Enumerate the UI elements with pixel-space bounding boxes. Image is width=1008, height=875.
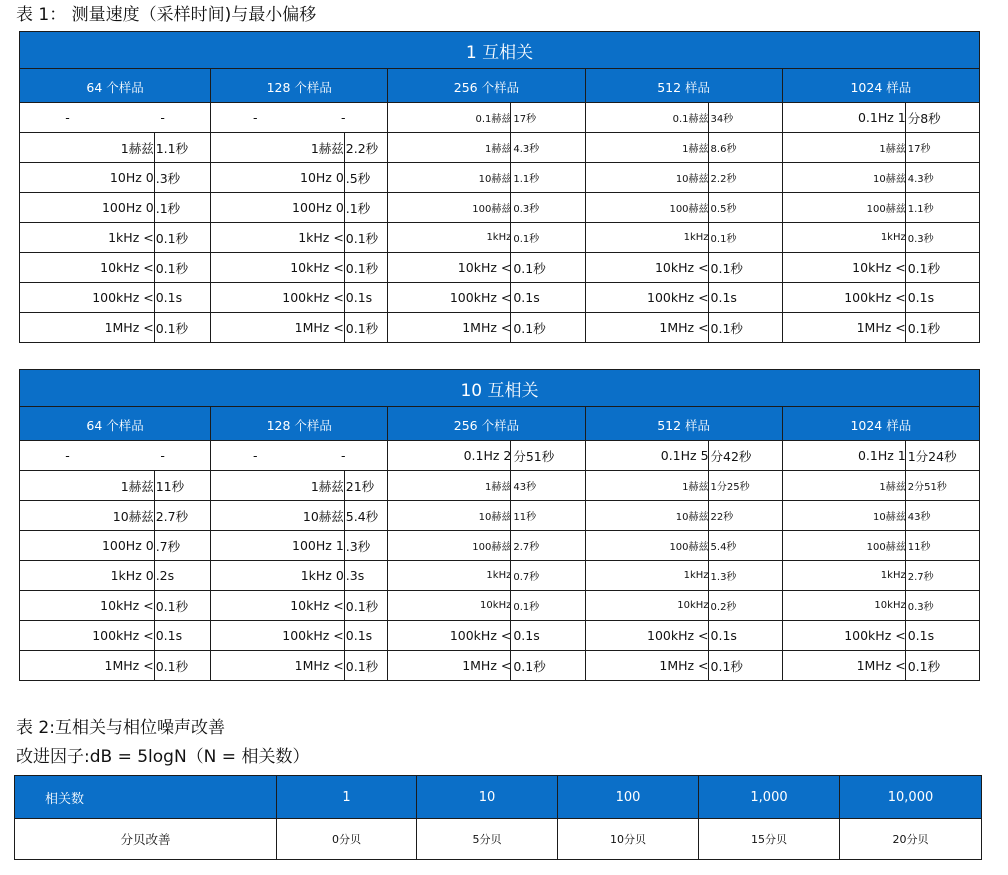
frequency-label: 1赫兹 (682, 144, 709, 155)
table-cell (20, 531, 211, 561)
table-cell (782, 283, 979, 313)
frequency-label: 100kHz < (92, 290, 154, 305)
frequency-label: 1赫兹 (879, 482, 906, 493)
table-cell (20, 621, 211, 651)
time-value: 0.3秒 (513, 204, 540, 215)
table-cell (585, 561, 782, 591)
time-value: - (160, 110, 165, 125)
table-cell (585, 133, 782, 163)
frequency-label: 100kHz < (449, 290, 512, 305)
column-header-512: 512 样品 (585, 69, 782, 103)
table-row (20, 651, 980, 681)
frequency-label: 1kHz (486, 570, 512, 581)
table-cell (585, 591, 782, 621)
table-row (20, 471, 980, 501)
table-cell (585, 193, 782, 223)
table-cell (388, 471, 585, 501)
frequency-label: 10赫兹 (675, 174, 709, 185)
table-row (20, 193, 980, 223)
table-cell (388, 651, 585, 681)
table-cell (782, 253, 979, 283)
cross-correlation-10-table (19, 369, 980, 681)
table-cell (211, 591, 388, 621)
time-value: 1.3秒 (710, 572, 737, 583)
time-value: 分42秒 (710, 448, 752, 464)
frequency-label: 100kHz < (92, 628, 154, 643)
frequency-label: 1MHz < (294, 658, 344, 673)
time-value: 0.1秒 (513, 658, 546, 674)
table-cell (585, 163, 782, 193)
header-correlations: 相关数 (15, 776, 277, 819)
frequency-label: 100赫兹 (866, 204, 906, 215)
frequency-label: 10赫兹 (675, 512, 709, 523)
frequency-label: 100kHz < (647, 628, 709, 643)
table-cell (585, 313, 782, 343)
time-value: 0.1秒 (345, 320, 379, 336)
frequency-label: 1赫兹 (484, 482, 512, 493)
frequency-label: 0.1赫兹 (672, 114, 709, 125)
time-value: 0.1s (907, 628, 935, 643)
frequency-label: 10kHz (480, 600, 512, 611)
table-cell (20, 651, 211, 681)
table-cell (20, 253, 211, 283)
frequency-label: 10kHz < (457, 260, 512, 275)
table-cell (20, 193, 211, 223)
header-value: 10 (417, 776, 558, 819)
time-value: 0.1秒 (155, 598, 189, 614)
frequency-label: 1MHz < (462, 658, 512, 673)
time-value: 0.1秒 (513, 234, 540, 245)
time-value: 0.1s (513, 290, 540, 305)
time-value: 0.3秒 (907, 234, 934, 245)
time-value: 11秒 (907, 542, 931, 553)
table-cell (20, 501, 211, 531)
row-label-db-improvement: 分贝改善 (15, 819, 277, 860)
time-value: 0.2秒 (710, 602, 737, 613)
time-value: 17秒 (513, 114, 537, 125)
time-value: 0.1秒 (907, 320, 941, 336)
table-cell (20, 591, 211, 621)
frequency-label: 100赫兹 (669, 204, 709, 215)
frequency-label: 100kHz < (449, 628, 512, 643)
table-cell (211, 283, 388, 313)
time-value: 0.1秒 (345, 658, 379, 674)
frequency-label: 10赫兹 (478, 512, 512, 523)
time-value: 0.1s (907, 290, 935, 305)
table-cell (782, 163, 979, 193)
table-row (20, 441, 980, 471)
frequency-label: 10赫兹 (872, 512, 906, 523)
table-cell (211, 501, 388, 531)
column-header-1024: 1024 样品 (782, 407, 979, 441)
table-row (20, 253, 980, 283)
time-value: 0.1秒 (710, 260, 743, 276)
frequency-label: 10kHz < (852, 260, 906, 275)
table2-caption: 表 2:互相关与相位噪声改善 (16, 718, 225, 738)
frequency-label: 100Hz 0 (292, 200, 344, 215)
time-value: 0.1秒 (513, 320, 546, 336)
time-value: 0.1s (513, 628, 540, 643)
time-value: .3秒 (345, 538, 371, 554)
time-value: 0.1秒 (155, 320, 189, 336)
column-header-1024: 1024 样品 (782, 69, 979, 103)
frequency-label: 0.1Hz 2 (463, 448, 512, 463)
time-value: 0.1秒 (155, 658, 189, 674)
frequency-label: 10Hz 0 (300, 170, 344, 185)
table-row (20, 313, 980, 343)
time-value: .7秒 (155, 538, 181, 554)
table-cell (211, 133, 388, 163)
table-cell (585, 103, 782, 133)
table-row (20, 103, 980, 133)
frequency-label: 1kHz 0 (300, 568, 344, 583)
frequency-label: 1赫兹 (120, 478, 154, 494)
table-cell (211, 561, 388, 591)
table-cell (211, 253, 388, 283)
time-value: 0.1秒 (513, 260, 546, 276)
table-cell (782, 471, 979, 501)
table-row (20, 223, 980, 253)
column-header-64: 64 个样品 (20, 69, 211, 103)
time-value: 4.3秒 (513, 144, 540, 155)
table-cell (782, 651, 979, 681)
db-value: 0分贝 (277, 819, 417, 860)
table-cell (211, 193, 388, 223)
frequency-label: 10kHz < (654, 260, 709, 275)
column-header-128: 128 个样品 (211, 69, 388, 103)
frequency-label: 1赫兹 (879, 144, 906, 155)
header-value: 100 (558, 776, 699, 819)
frequency-label: 100Hz 0 (101, 200, 154, 215)
frequency-label: 10kHz < (290, 260, 344, 275)
time-value: 43秒 (907, 512, 931, 523)
time-value: 0.1秒 (345, 230, 379, 246)
frequency-label: 1MHz < (104, 658, 154, 673)
column-header-256: 256 个样品 (388, 69, 585, 103)
table-row (20, 283, 980, 313)
table-cell (388, 591, 585, 621)
time-value: 43秒 (513, 482, 537, 493)
frequency-label: 1MHz < (104, 320, 154, 335)
frequency-label: 1MHz < (856, 658, 906, 673)
frequency-label: 1MHz < (856, 320, 906, 335)
time-value: - (341, 448, 346, 463)
time-value: 0.1秒 (155, 230, 189, 246)
time-value: 0.1秒 (513, 602, 540, 613)
frequency-label: 100kHz < (647, 290, 709, 305)
frequency-label: 10赫兹 (302, 508, 344, 524)
frequency-label: 1赫兹 (484, 144, 512, 155)
column-header-64: 64 个样品 (20, 407, 211, 441)
table-cell (211, 441, 388, 471)
frequency-label: - (65, 448, 70, 463)
time-value: 2.7秒 (155, 508, 189, 524)
time-value: 2.7秒 (907, 572, 934, 583)
frequency-label: 1kHz (683, 570, 709, 581)
time-value: 2分51秒 (907, 482, 947, 493)
table-cell (585, 223, 782, 253)
time-value: 0.1秒 (345, 598, 379, 614)
frequency-label: 1赫兹 (120, 140, 154, 156)
frequency-label: 1MHz < (462, 320, 512, 335)
table-cell (388, 621, 585, 651)
column-header-256: 256 个样品 (388, 407, 585, 441)
time-value: .1秒 (345, 200, 371, 216)
time-value: 0.1秒 (710, 658, 743, 674)
table-cell (211, 313, 388, 343)
frequency-label: 1赫兹 (310, 140, 344, 156)
time-value: 分51秒 (513, 448, 555, 464)
frequency-label: 0.1Hz 1 (857, 448, 906, 463)
time-value: 0.1秒 (155, 260, 189, 276)
frequency-label: 100kHz < (282, 290, 344, 305)
phase-noise-improvement-table (14, 775, 982, 860)
frequency-label: 10赫兹 (112, 508, 154, 524)
frequency-label: 1MHz < (659, 658, 709, 673)
frequency-label: 10kHz < (100, 598, 154, 613)
time-value: 0.1s (710, 628, 737, 643)
time-value: 0.1s (345, 628, 373, 643)
db-value: 10分贝 (558, 819, 699, 860)
frequency-label: - (65, 110, 70, 125)
db-value: 5分贝 (417, 819, 558, 860)
table-cell (211, 651, 388, 681)
db-value: 20分贝 (840, 819, 982, 860)
frequency-label: 10赫兹 (873, 174, 906, 185)
table-cell (20, 163, 211, 193)
table-cell (211, 223, 388, 253)
section-title: 10 互相关 (20, 370, 980, 407)
frequency-label: 0.1Hz 5 (660, 448, 709, 463)
frequency-label: 10kHz (874, 600, 906, 611)
time-value: 11秒 (513, 512, 537, 523)
table-cell (782, 103, 979, 133)
time-value: .5秒 (345, 170, 371, 186)
table-cell (388, 441, 585, 471)
table-cell (585, 253, 782, 283)
table-cell (20, 103, 211, 133)
table-cell (388, 561, 585, 591)
frequency-label: 100kHz < (282, 628, 344, 643)
frequency-label: 1kHz (880, 232, 906, 243)
table-cell (20, 223, 211, 253)
time-value: - (160, 448, 165, 463)
table-cell (388, 223, 585, 253)
table-cell (211, 531, 388, 561)
table-cell (782, 193, 979, 223)
header-value: 1 (277, 776, 417, 819)
header-value: 10,000 (840, 776, 982, 819)
time-value: 2.2秒 (345, 140, 379, 156)
time-value: .2s (155, 568, 175, 583)
table-cell (782, 223, 979, 253)
table-cell (388, 193, 585, 223)
time-value: .3秒 (155, 170, 181, 186)
time-value: 0.5秒 (710, 204, 737, 215)
table-cell (782, 561, 979, 591)
time-value: 1.1秒 (155, 140, 189, 156)
table-cell (388, 501, 585, 531)
time-value: 0.3秒 (907, 602, 934, 613)
frequency-label: 0.1赫兹 (475, 114, 512, 125)
frequency-label: 1赫兹 (682, 482, 709, 493)
frequency-label: 1赫兹 (310, 478, 344, 494)
table-cell (211, 471, 388, 501)
table-cell (585, 651, 782, 681)
time-value: 分8秒 (907, 110, 941, 126)
section-title: 1 互相关 (20, 32, 980, 69)
table-cell (585, 441, 782, 471)
time-value: 0.1秒 (710, 320, 743, 336)
frequency-label: 100Hz 1 (292, 538, 344, 553)
table-row (20, 621, 980, 651)
table-cell (20, 313, 211, 343)
frequency-label: 10赫兹 (478, 174, 512, 185)
frequency-label: 1kHz (486, 232, 512, 243)
frequency-label: 1kHz 0 (110, 568, 154, 583)
table-cell (211, 621, 388, 651)
table2-subcaption: 改进因子:dB = 5logN（N = 相关数） (16, 747, 310, 767)
time-value: .3s (345, 568, 365, 583)
frequency-label: - (252, 110, 258, 125)
table-cell (585, 531, 782, 561)
time-value: - (341, 110, 346, 125)
time-value: 0.1秒 (345, 260, 379, 276)
table-cell (585, 621, 782, 651)
table-cell (211, 103, 388, 133)
time-value: 1分24秒 (907, 448, 957, 464)
column-header-512: 512 样品 (585, 407, 782, 441)
frequency-label: 10kHz (677, 600, 709, 611)
column-header-128: 128 个样品 (211, 407, 388, 441)
table-cell (585, 283, 782, 313)
table-cell (20, 471, 211, 501)
db-value: 15分贝 (699, 819, 840, 860)
time-value: 0.1秒 (710, 234, 737, 245)
frequency-label: 1kHz < (108, 230, 154, 245)
cross-correlation-1-table (19, 31, 980, 343)
time-value: 1.1秒 (907, 204, 934, 215)
time-value: 1分25秒 (710, 482, 750, 493)
time-value: 8.6秒 (710, 144, 737, 155)
frequency-label: 100赫兹 (472, 204, 512, 215)
table-cell (782, 133, 979, 163)
time-value: 5.4秒 (710, 542, 737, 553)
table-cell (20, 561, 211, 591)
frequency-label: 100kHz < (844, 628, 906, 643)
time-value: 0.1秒 (907, 260, 941, 276)
table1-caption: 表 1： 测量速度（采样时间)与最小偏移 (16, 5, 317, 25)
time-value: 17秒 (907, 144, 931, 155)
table-cell (782, 621, 979, 651)
table-cell (388, 253, 585, 283)
table-cell (388, 531, 585, 561)
time-value: 2.2秒 (710, 174, 737, 185)
frequency-label: 1MHz < (294, 320, 344, 335)
frequency-label: 100赫兹 (669, 542, 709, 553)
frequency-label: 100赫兹 (866, 542, 906, 553)
table-cell (782, 313, 979, 343)
frequency-label: 1kHz (880, 570, 906, 581)
time-value: 11秒 (155, 478, 185, 494)
table-cell (20, 133, 211, 163)
time-value: 0.1s (155, 290, 183, 305)
time-value: 0.1s (710, 290, 737, 305)
header-value: 1,000 (699, 776, 840, 819)
frequency-label: 1kHz < (298, 230, 344, 245)
frequency-label: 10kHz < (100, 260, 154, 275)
table-cell (388, 283, 585, 313)
table-row (20, 163, 980, 193)
table-cell (20, 441, 211, 471)
time-value: .1秒 (155, 200, 181, 216)
table-cell (20, 283, 211, 313)
time-value: 34秒 (710, 114, 734, 125)
frequency-label: 10Hz 0 (109, 170, 154, 185)
time-value: 5.4秒 (345, 508, 379, 524)
frequency-label: 10kHz < (290, 598, 344, 613)
time-value: 21秒 (345, 478, 375, 494)
table-cell (388, 163, 585, 193)
frequency-label: 1kHz (683, 232, 709, 243)
time-value: 1.1秒 (513, 174, 540, 185)
table-row (20, 531, 980, 561)
time-value: 0.1s (155, 628, 183, 643)
frequency-label: 100赫兹 (472, 542, 512, 553)
table-cell (388, 103, 585, 133)
table-cell (585, 501, 782, 531)
time-value: 0.7秒 (513, 572, 540, 583)
time-value: 2.7秒 (513, 542, 540, 553)
frequency-label: 1MHz < (659, 320, 709, 335)
table-cell (782, 591, 979, 621)
frequency-label: 100Hz 0 (101, 538, 154, 553)
table-cell (388, 313, 585, 343)
table-cell (782, 441, 979, 471)
table-cell (585, 471, 782, 501)
table-cell (782, 501, 979, 531)
table-row (20, 501, 980, 531)
table-cell (782, 531, 979, 561)
frequency-label: 0.1Hz 1 (857, 110, 906, 125)
time-value: 4.3秒 (907, 174, 934, 185)
table-cell (388, 133, 585, 163)
time-value: 22秒 (710, 512, 734, 523)
frequency-label: - (252, 448, 258, 463)
table-row (20, 591, 980, 621)
frequency-label: 100kHz < (844, 290, 906, 305)
time-value: 0.1s (345, 290, 373, 305)
time-value: 0.1秒 (907, 658, 941, 674)
table-row (20, 133, 980, 163)
table-row (20, 561, 980, 591)
table-cell (211, 163, 388, 193)
